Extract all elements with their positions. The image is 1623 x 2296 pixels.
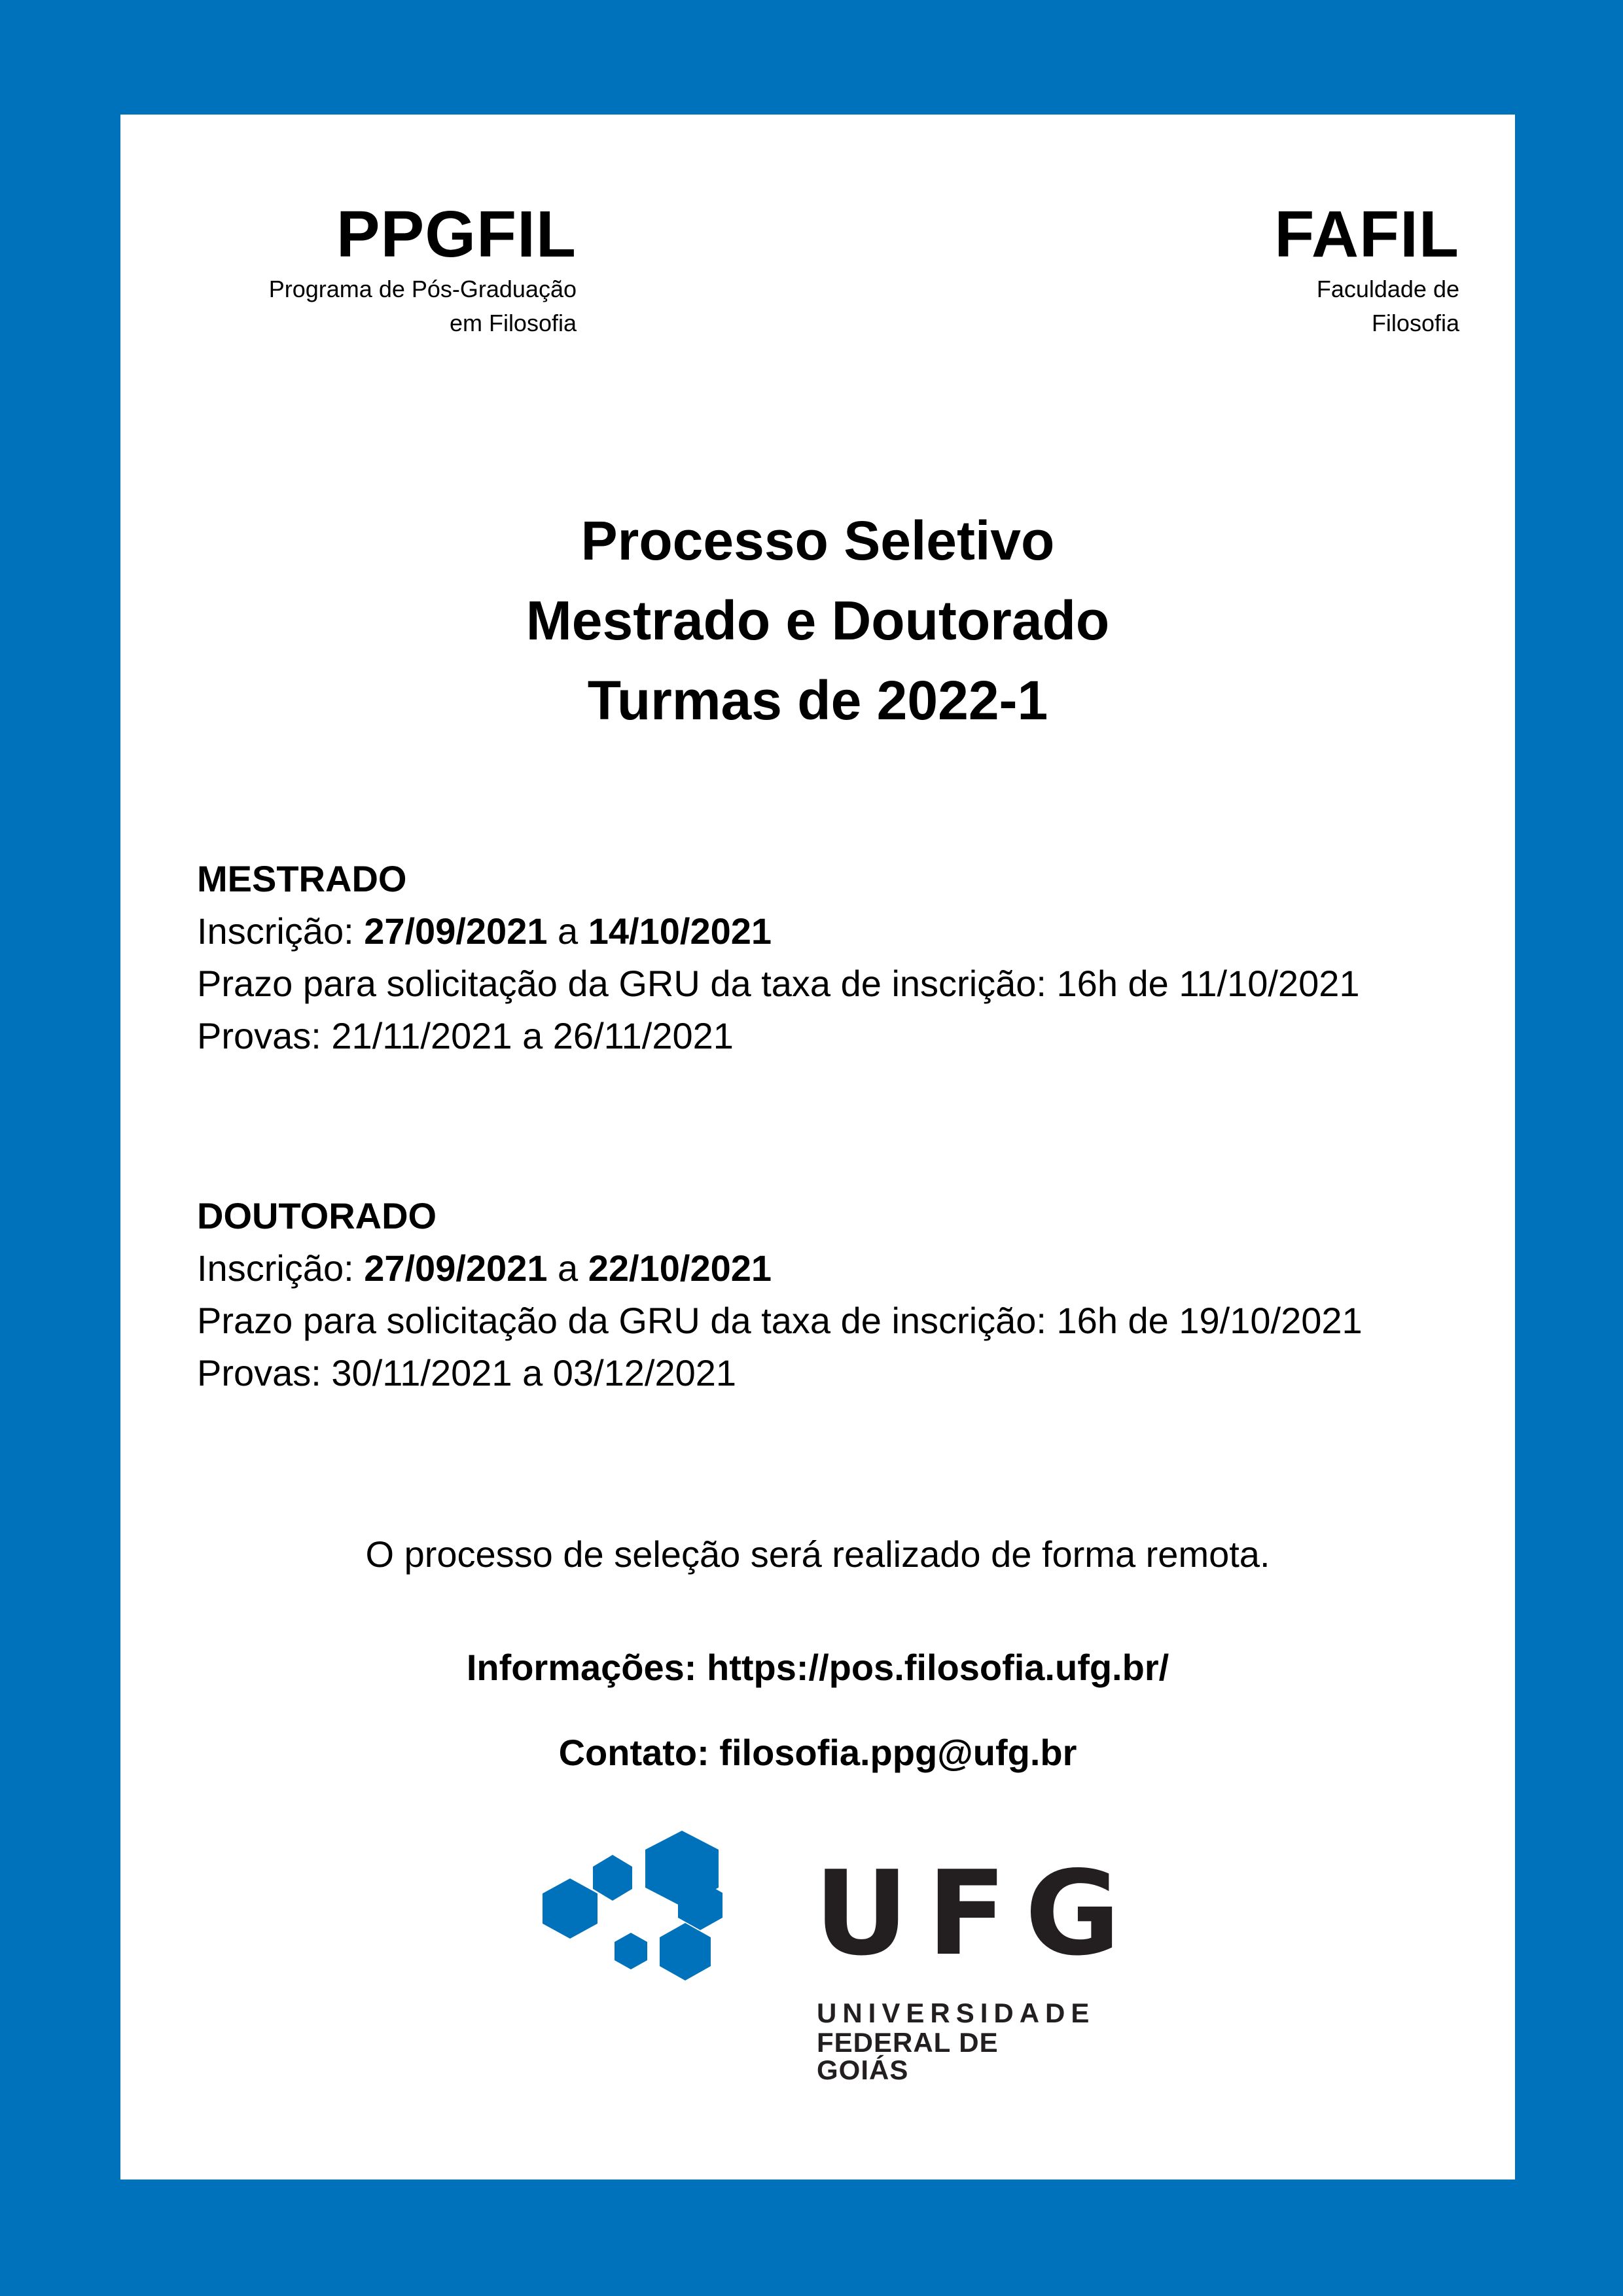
doutorado-inscricao-start: 27/09/2021 — [364, 1247, 548, 1289]
mestrado-prazo: Prazo para solicitação da GRU da taxa de inscrição: 16h de 11/10/2021 — [197, 963, 1360, 1004]
ufg-subtitle-1: UNIVERSIDADE — [817, 1998, 1096, 2028]
contact-email[interactable]: Contato: filosofia.ppg@ufg.br — [558, 1732, 1077, 1773]
mestrado-inscricao — [197, 905, 1360, 958]
ufg-subtitle-2: FEDERAL DE GOIÁS — [817, 2027, 999, 2085]
doutorado-inscricao-end: 22/10/2021 — [588, 1247, 772, 1289]
hexagon-cluster-icon — [539, 1826, 814, 2101]
poster-sheet — [120, 115, 1515, 2179]
title-line1: Processo Seletivo — [580, 510, 1055, 571]
mestrado-provas: Provas: 21/11/2021 a 26/11/2021 — [197, 1015, 734, 1056]
hexagon-left — [543, 1878, 597, 1939]
fafil-acronym: FAFIL — [1274, 198, 1459, 271]
fafil-desc-line2: Filosofia — [1371, 310, 1459, 337]
fafil-header — [1274, 198, 1459, 340]
mestrado-inscricao-start: 27/09/2021 — [364, 910, 548, 952]
ppgfil-desc-line2: em Filosofia — [449, 310, 577, 337]
mestrado-section — [197, 853, 1360, 1062]
hexagon-small-bottom — [615, 1933, 647, 1969]
remote-note: O processo de seleção será realizado de forma remota. — [365, 1534, 1270, 1575]
title-line3: Turmas de 2022-1 — [587, 670, 1048, 731]
doutorado-inscricao — [197, 1242, 1363, 1295]
hexagon-bottom — [660, 1923, 711, 1981]
ppgfil-description — [269, 272, 577, 340]
ppgfil-desc-line1: Programa de Pós-Graduação — [268, 276, 577, 302]
ppgfil-header — [268, 198, 577, 340]
doutorado-section — [197, 1190, 1363, 1399]
doutorado-inscricao-label: Inscrição: — [197, 1247, 365, 1289]
fafil-desc-line1: Faculdade de — [1316, 276, 1459, 302]
hexagon-small-top-left — [593, 1855, 632, 1901]
doutorado-inscricao-sep: a — [547, 1247, 588, 1289]
doutorado-heading: DOUTORADO — [197, 1195, 437, 1236]
ufg-wordmark: UFG — [814, 1846, 1139, 1981]
doutorado-prazo: Prazo para solicitação da GRU da taxa de inscrição: 16h de 19/10/2021 — [197, 1300, 1363, 1341]
poster-title — [120, 501, 1515, 740]
ufg-logo — [539, 1826, 1194, 2101]
title-line2: Mestrado e Doutorado — [526, 590, 1110, 651]
ppgfil-acronym: PPGFIL — [336, 198, 577, 271]
info-link[interactable]: Informações: https://pos.filosofia.ufg.br/ — [466, 1647, 1169, 1688]
mestrado-inscricao-label: Inscrição: — [197, 910, 365, 952]
fafil-description — [1274, 272, 1459, 340]
mestrado-inscricao-end: 14/10/2021 — [588, 910, 772, 952]
doutorado-provas: Provas: 30/11/2021 a 03/12/2021 — [197, 1352, 737, 1393]
mestrado-inscricao-sep: a — [547, 910, 588, 952]
mestrado-heading: MESTRADO — [197, 858, 407, 899]
